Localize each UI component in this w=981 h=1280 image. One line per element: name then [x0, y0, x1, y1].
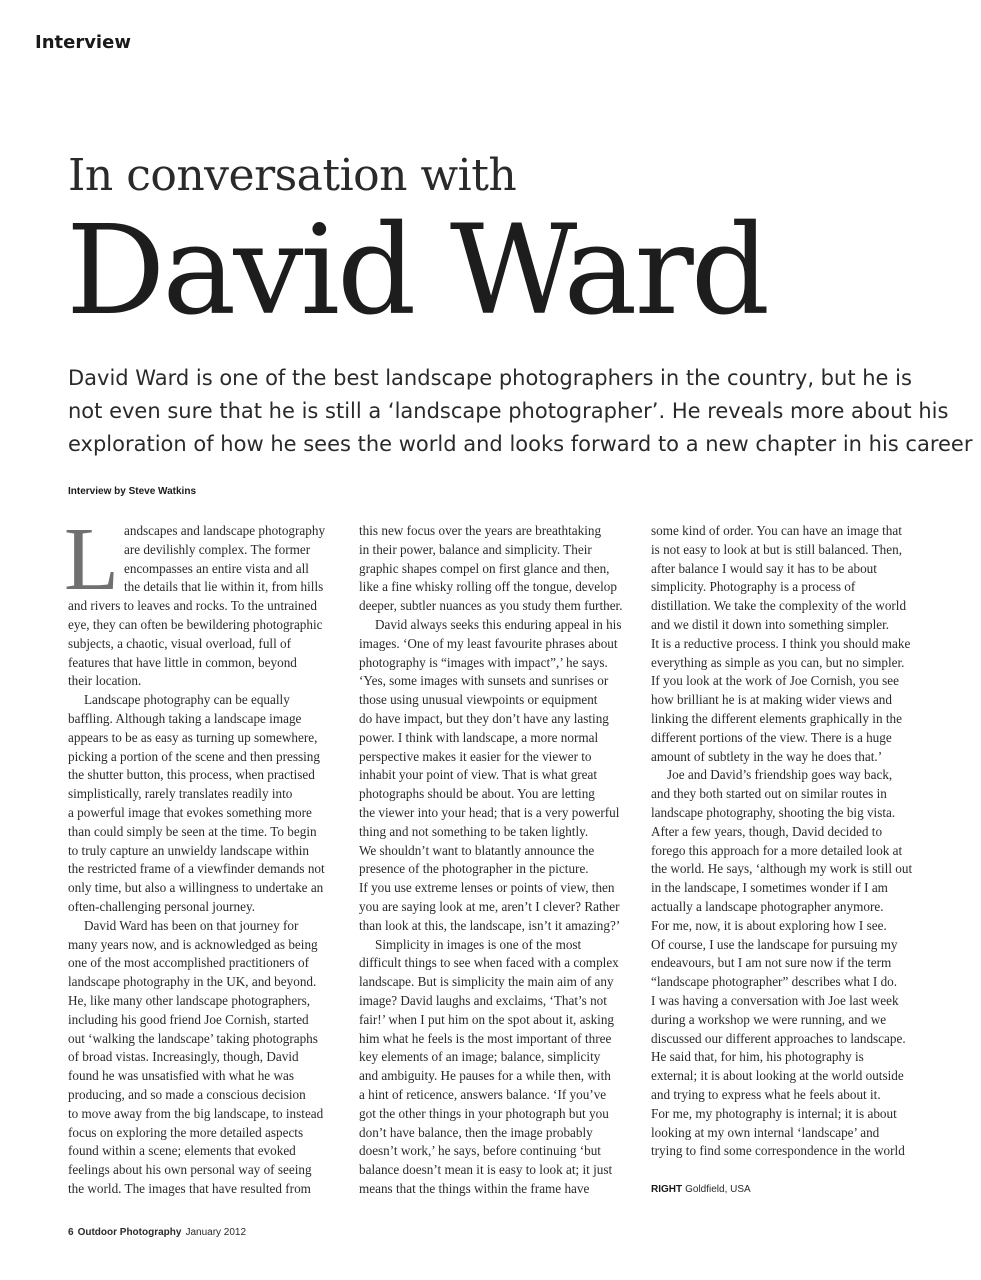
- body-line: endeavours, but I am not sure now if the term: [651, 955, 892, 971]
- body-line: landscape photography in the UK, and beyond.: [68, 974, 317, 990]
- body-line: and they both started out on similar routes in: [651, 786, 887, 802]
- page-title: David Ward: [66, 199, 768, 343]
- body-line: the restricted frame of a viewfinder demands not: [68, 861, 325, 877]
- body-line: this new focus over the years are breathtaking: [359, 523, 602, 538]
- article-column-1: [68, 522, 340, 1199]
- body-line: many years now, and is acknowledged as being: [68, 936, 318, 952]
- body-line: forego this approach for a more detailed look at: [651, 842, 903, 858]
- body-line: in the landscape, I sometimes wonder if I am: [651, 880, 888, 896]
- body-line: encompasses an entire vista and all: [124, 560, 309, 576]
- body-line: photography is “images with impact”,’ he says.: [359, 654, 608, 670]
- body-line: including his good friend Joe Cornish, started: [68, 1011, 309, 1027]
- body-line: distillation. We take the complexity of the world: [651, 598, 907, 614]
- body-line: It is a reductive process. I think you should make: [651, 635, 911, 651]
- body-line: David always seeks this enduring appeal in his: [375, 616, 622, 632]
- body-line: image? David laughs and exclaims, ‘That’s not: [359, 992, 607, 1008]
- body-line: For me, my photography is internal; it is about: [651, 1105, 897, 1121]
- body-line: producing, and so made a conscious decision: [68, 1086, 306, 1102]
- body-line: Landscape photography can be equally: [84, 692, 290, 708]
- body-line: If you use extreme lenses or points of view, then: [359, 880, 615, 896]
- body-line: found within a scene; elements that evoked: [68, 1143, 296, 1159]
- body-line: thing and not something to be taken lightly.: [359, 823, 589, 839]
- body-line: you are saying look at me, aren’t I clever? Rather: [359, 898, 620, 914]
- body-line: balance doesn’t mean it is easy to look at; it just: [359, 1162, 613, 1178]
- body-line: baffling. Although taking a landscape image: [68, 710, 302, 726]
- body-line: Of course, I use the landscape for pursuing my: [651, 936, 898, 952]
- body-line: a powerful image that evokes something more: [68, 804, 312, 820]
- drop-cap: L: [64, 510, 119, 609]
- body-line: some kind of order. You can have an image that: [651, 523, 902, 538]
- body-line: are devilishly complex. The former: [124, 541, 311, 557]
- body-line: fair!’ when I put him on the spot about it, asking: [359, 1011, 615, 1027]
- body-line: doesn’t work,’ he says, before continuing ‘but: [359, 1143, 601, 1159]
- body-line: often-challenging personal journey.: [68, 898, 256, 914]
- body-line: than look at this, the landscape, isn’t it amazing?’: [359, 917, 621, 933]
- body-line: features that have little in common, beyond: [68, 654, 297, 670]
- body-line: actually a landscape photographer anymore.: [651, 898, 884, 914]
- body-line: the world. He says, ‘although my work is still out: [651, 861, 913, 877]
- body-line: David Ward has been on that journey for: [84, 917, 299, 933]
- body-line: during a workshop we were running, and we: [651, 1011, 887, 1027]
- body-line: linking the different elements graphically in the: [651, 710, 902, 726]
- standfirst-line: exploration of how he sees the world and looks forward to a new chapter in his career: [68, 432, 973, 456]
- body-line: those using unusual viewpoints or equipment: [359, 692, 598, 708]
- body-line: appears to be as easy as turning up somewhere,: [68, 729, 318, 745]
- body-line: amount of subtlety in the way he does that.’: [651, 748, 883, 764]
- body-line: found he was unsatisfied with what he was: [68, 1068, 294, 1084]
- body-line: andscapes and landscape photography: [124, 523, 326, 538]
- body-line: We shouldn’t want to blatantly announce the: [359, 842, 595, 858]
- body-line: him what he feels is the most important of three: [359, 1030, 612, 1046]
- body-line: to move away from the big landscape, to instead: [68, 1105, 324, 1121]
- body-line: inhabit your point of view. That is what great: [359, 767, 598, 783]
- body-line: like a fine whisky rolling off the tongue, develop: [359, 579, 617, 595]
- section-label: Interview: [35, 32, 131, 53]
- body-line: got the other things in your photograph but you: [359, 1105, 609, 1121]
- body-line: one of the most accomplished practitioners of: [68, 955, 309, 971]
- body-line: the viewer into your head; that is a very powerful: [359, 804, 620, 820]
- body-line: a hint of reticence, answers balance. ‘If you’ve: [359, 1086, 607, 1102]
- article-column-3: [651, 522, 923, 1161]
- body-line: landscape. But is simplicity the main aim of any: [359, 974, 614, 990]
- body-line: subjects, a chaotic, visual overload, full of: [68, 635, 292, 651]
- body-line: focus on exploring the more detailed aspects: [68, 1124, 304, 1140]
- standfirst: [68, 362, 973, 461]
- body-line: After a few years, though, David decided to: [651, 823, 883, 839]
- body-line: difficult things to see when faced with a complex: [359, 955, 619, 971]
- body-line: only time, but also a willingness to undertake an: [68, 880, 324, 896]
- body-line: key elements of an image; balance, simplicity: [359, 1049, 601, 1065]
- body-line: and rivers to leaves and rocks. To the untrained: [68, 598, 317, 614]
- body-line: He, like many other landscape photographers,: [68, 992, 311, 1008]
- body-line: power. I think with landscape, a more normal: [359, 729, 599, 745]
- body-line: different portions of the view. There is a huge: [651, 729, 892, 745]
- body-line: perspective makes it easier for the viewer to: [359, 748, 592, 764]
- body-line: I was having a conversation with Joe last week: [651, 992, 899, 1008]
- body-line: For me, now, it is about exploring how I see.: [651, 917, 887, 933]
- body-line: picking a portion of the scene and then pressing: [68, 748, 320, 764]
- body-line: of broad vistas. Increasingly, though, David: [68, 1049, 299, 1065]
- body-line: how brilliant he is at making wider views and: [651, 692, 892, 708]
- body-line: trying to find some correspondence in the world: [651, 1143, 905, 1159]
- body-line: the shutter button, this process, when practised: [68, 767, 315, 783]
- body-line: and trying to express what he feels about it.: [651, 1086, 881, 1102]
- body-line: Joe and David’s friendship goes way back,: [667, 767, 893, 783]
- body-line: their location.: [68, 673, 142, 689]
- body-line: out ‘walking the landscape’ taking photographs: [68, 1030, 318, 1046]
- body-line: landscape photography, shooting the big vista.: [651, 804, 896, 820]
- body-line: the world. The images that have resulted from: [68, 1180, 311, 1196]
- body-line: images. ‘One of my least favourite phrases about: [359, 635, 618, 651]
- kicker-headline: In conversation with: [68, 150, 517, 201]
- body-line: is not easy to look at but is still balanced. Then,: [651, 541, 903, 557]
- body-line: photographs should be about. You are letting: [359, 786, 595, 802]
- body-line: Simplicity in images is one of the most: [375, 936, 582, 952]
- caption-text: Goldfield, USA: [685, 1184, 751, 1195]
- body-line: the details that lie within it, from hills: [124, 579, 324, 595]
- body-line: and we distil it down into something simpler.: [651, 616, 890, 632]
- body-line: everything as simple as you can, but no simpler.: [651, 654, 905, 670]
- article-column-2: [359, 522, 631, 1199]
- body-line: than could simply be seen at the time. To begin: [68, 823, 317, 839]
- body-line: simplicity. Photography is a process of: [651, 579, 856, 595]
- caption-label: RIGHT: [651, 1184, 683, 1195]
- body-line: looking at my own internal ‘landscape’ and: [651, 1124, 880, 1140]
- body-line: feelings about his own personal way of seeing: [68, 1162, 312, 1178]
- body-line: eye, they can often be bewildering photographic: [68, 616, 323, 632]
- body-line: after balance I would say it has to be about: [651, 560, 877, 576]
- byline: Interview by Steve Watkins: [68, 486, 197, 497]
- body-line: presence of the photographer in the picture.: [359, 861, 589, 877]
- body-line: and ambiguity. He pauses for a while then, with: [359, 1068, 611, 1084]
- body-line: in their power, balance and simplicity. Their: [359, 541, 592, 557]
- issue-date: January 2012: [185, 1227, 247, 1238]
- body-line: external; it is about looking at the world outside: [651, 1068, 904, 1084]
- body-line: do have impact, but they don’t have any lasting: [359, 710, 609, 726]
- body-line: graphic shapes compel on first glance and then,: [359, 560, 610, 576]
- page-number: 6: [68, 1227, 74, 1238]
- body-line: discussed our different approaches to landscape.: [651, 1030, 906, 1046]
- body-line: simplistically, rarely translates readily into: [68, 786, 293, 802]
- body-line: don’t have balance, then the image probably: [359, 1124, 593, 1140]
- standfirst-line: not even sure that he is still a ‘landscape photographer’. He reveals more about his: [68, 399, 949, 423]
- body-line: He said that, for him, his photography is: [651, 1049, 864, 1065]
- body-line: deeper, subtler nuances as you study them further.: [359, 598, 623, 614]
- body-line: to truly capture an unwieldy landscape within: [68, 842, 309, 858]
- body-line: ‘Yes, some images with sunsets and sunrises or: [359, 673, 609, 689]
- body-line: “landscape photographer” describes what I do.: [651, 974, 898, 990]
- photo-caption: [651, 1184, 751, 1195]
- page-footer: [68, 1227, 246, 1238]
- body-line: means that the things within the frame have: [359, 1180, 590, 1196]
- standfirst-line: David Ward is one of the best landscape photographers in the country, but he is: [68, 366, 912, 390]
- magazine-name: Outdoor Photography: [77, 1227, 182, 1238]
- body-line: If you look at the work of Joe Cornish, you see: [651, 673, 899, 689]
